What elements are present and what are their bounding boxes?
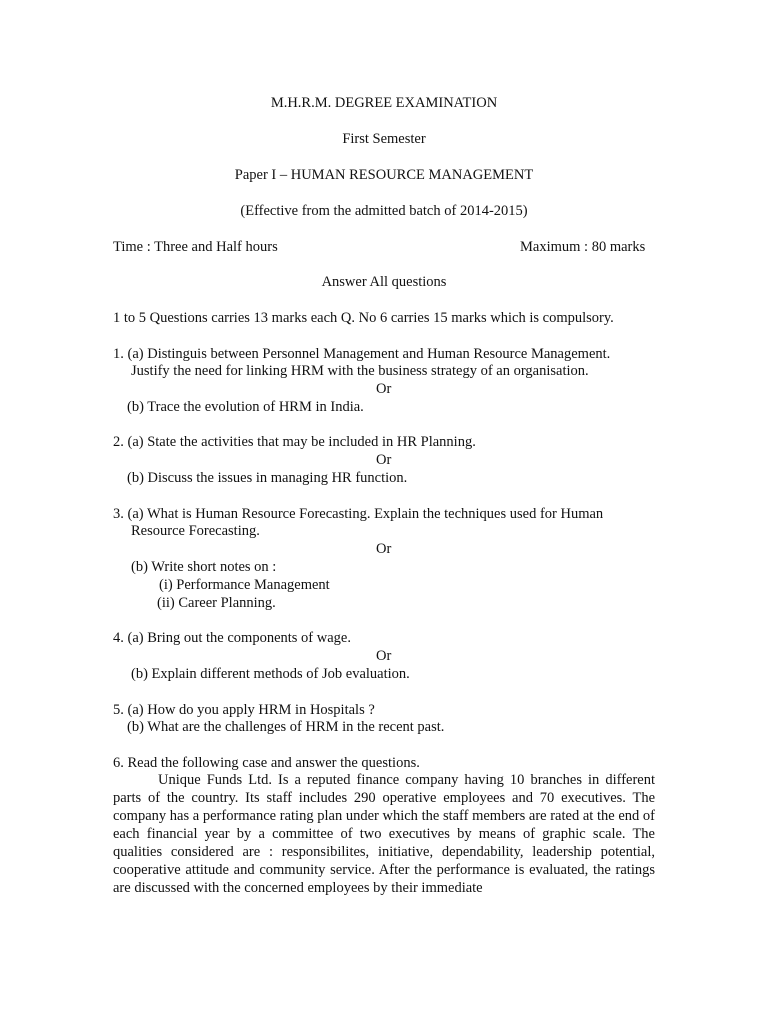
q1-part-a-line1: 1. (a) Distinguis between Personnel Management and Human Resource Management. [113,346,611,362]
q6-intro: 6. Read the following case and answer the questions. [113,755,420,771]
batch-note: (Effective from the admitted batch of 2014-2015) [240,203,528,219]
q5-part-b: (b) What are the challenges of HRM in the recent past. [127,719,445,735]
q1-or: Or [376,381,392,397]
time-label: Time : Three and Half hours [113,239,278,255]
paper-title: Paper I – HUMAN RESOURCE MANAGEMENT [234,167,534,183]
exam-title: M.H.R.M. DEGREE EXAMINATION [270,95,498,111]
answer-all-label: Answer All questions [321,274,447,290]
q1-part-b: (b) Trace the evolution of HRM in India. [127,399,364,415]
q3-or: Or [376,541,392,557]
q2-or: Or [376,452,392,468]
q2-part-a: 2. (a) State the activities that may be included in HR Planning. [113,434,476,450]
instructions: 1 to 5 Questions carries 13 marks each Q. No 6 carries 15 marks which is compulsory. [113,310,614,326]
q3-part-a-line1: 3. (a) What is Human Resource Forecasting. Explain the techniques used for Human [113,506,604,522]
q4-or: Or [376,648,392,664]
q2-part-b: (b) Discuss the issues in managing HR function. [127,470,408,486]
q3-part-a-line2: Resource Forecasting. [131,523,260,539]
q4-part-a: 4. (a) Bring out the components of wage. [113,630,351,646]
q3-part-b: (b) Write short notes on : [131,559,277,575]
q6-case-study-text: Unique Funds Ltd. Is a reputed finance company having 10 branches in different parts of the country. Its staff includes 290 operative employees and 70 executives. The company has a performance rating plan under which the staff members are rated at the end of each financial year by a committee of two executives by means of graphic scale. The qualities considered are : responsibilites, initiative, dependability, leadership potential, cooperative attitude and community service. After the performance is evaluated, the ratings are discussed with the concerned employees by their immediate [113,772,655,896]
max-marks-label: Maximum : 80 marks [520,239,646,255]
q3-part-b-item-ii: (ii) Career Planning. [157,595,276,611]
q3-part-b-item-i: (i) Performance Management [159,577,330,593]
q4-part-b: (b) Explain different methods of Job evaluation. [131,666,410,682]
semester-label: First Semester [342,131,426,147]
q5-part-a: 5. (a) How do you apply HRM in Hospitals ? [113,702,375,718]
q1-part-a-line2: Justify the need for linking HRM with the business strategy of an organisation. [131,363,589,379]
